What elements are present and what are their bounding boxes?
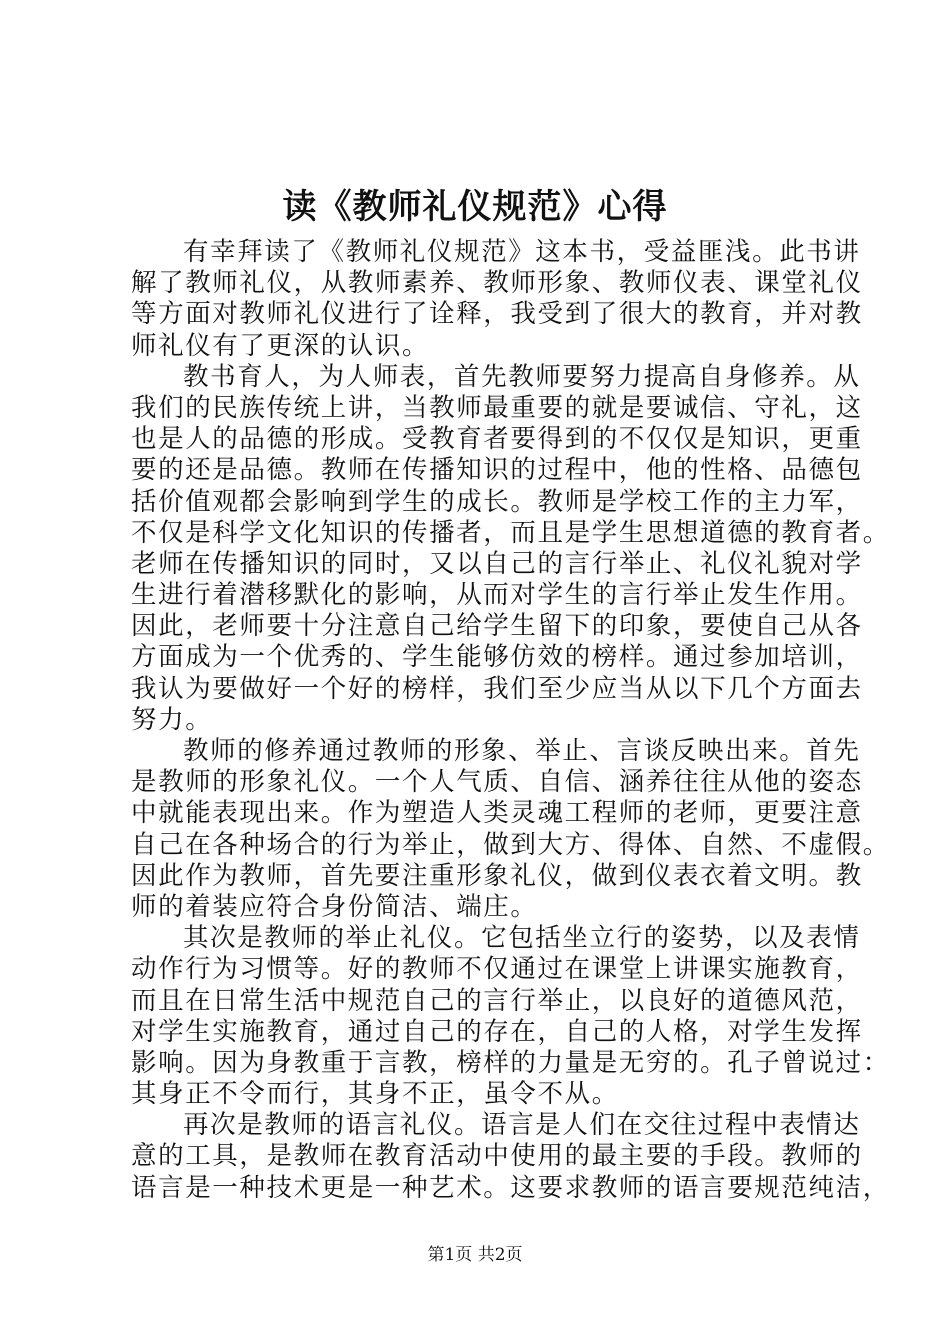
body-text-line: 努力。 bbox=[131, 704, 213, 735]
body-text-line: 师礼仪有了更深的认识。 bbox=[131, 330, 430, 361]
body-text-line: 因此，老师要十分注意自己给学生留下的印象，要使自己从各 bbox=[131, 611, 863, 642]
body-text-line: 自己在各种场合的行为举止，做到大方、得体、自然、不虚假。 bbox=[131, 829, 890, 860]
body-text-line: 我们的民族传统上讲，当教师最重要的就是要诚信、守礼，这 bbox=[131, 392, 863, 423]
body-text-line: 解了教师礼仪，从教师素养、教师形象、教师仪表、课堂礼仪 bbox=[131, 268, 863, 299]
body-text-line: 也是人的品德的形成。受教育者要得到的不仅仅是知识，更重 bbox=[131, 424, 863, 455]
body-text-line: 要的还是品德。教师在传播知识的过程中，他的性格、品德包 bbox=[131, 455, 863, 486]
body-text-line: 中就能表现出来。作为塑造人类灵魂工程师的老师，更要注意 bbox=[131, 798, 863, 829]
body-text-line: 语言是一种技术更是一种艺术。这要求教师的语言要规范纯洁， bbox=[131, 1172, 890, 1203]
body-text-line: 其身正不令而行，其身不正，虽令不从。 bbox=[131, 1079, 619, 1110]
body-text-line: 是教师的形象礼仪。一个人气质、自信、涵养往往从他的姿态 bbox=[131, 767, 863, 798]
body-text-line: 方面成为一个优秀的、学生能够仿效的榜样。通过参加培训， bbox=[131, 642, 863, 673]
body-text-line: 意的工具，是教师在教育活动中使用的最主要的手段。教师的 bbox=[131, 1141, 863, 1172]
body-text-line: 不仅是科学文化知识的传播者，而且是学生思想道德的教育者。 bbox=[131, 517, 890, 548]
page-number-footer: 第1页 共2页 bbox=[427, 1245, 523, 1265]
body-text-line: 影响。因为身教重于言教，榜样的力量是无穷的。孔子曾说过： bbox=[131, 1047, 890, 1078]
body-text-line: 括价值观都会影响到学生的成长。教师是学校工作的主力军， bbox=[131, 486, 863, 517]
document-body bbox=[131, 237, 890, 1204]
body-text-line: 老师在传播知识的同时，又以自己的言行举止、礼仪礼貌对学 bbox=[131, 548, 863, 579]
body-text-line: 再次是教师的语言礼仪。语言是人们在交往过程中表情达 bbox=[183, 1110, 861, 1141]
body-text-line: 动作行为习惯等。好的教师不仅通过在课堂上讲课实施教育， bbox=[131, 954, 863, 985]
body-text-line: 因此作为教师，首先要注重形象礼仪，做到仪表衣着文明。教 bbox=[131, 860, 863, 891]
body-text-line: 生进行着潜移默化的影响，从而对学生的言行举止发生作用。 bbox=[131, 580, 863, 611]
body-text-line: 而且在日常生活中规范自己的言行举止，以良好的道德风范， bbox=[131, 985, 863, 1016]
body-text-line: 对学生实施教育，通过自己的存在，自己的人格，对学生发挥 bbox=[131, 1016, 863, 1047]
body-text-line: 等方面对教师礼仪进行了诠释，我受到了很大的教育，并对教 bbox=[131, 299, 863, 330]
body-text-line: 师的着装应符合身份简洁、端庄。 bbox=[131, 891, 538, 922]
body-text-line: 我认为要做好一个好的榜样，我们至少应当从以下几个方面去 bbox=[131, 673, 863, 704]
body-text-line: 教书育人，为人师表，首先教师要努力提高自身修养。从 bbox=[183, 361, 861, 392]
page-title: 读《教师礼仪规范》心得 bbox=[282, 187, 668, 227]
body-text-line: 其次是教师的举止礼仪。它包括坐立行的姿势，以及表情 bbox=[183, 923, 861, 954]
body-text-line: 有幸拜读了《教师礼仪规范》这本书，受益匪浅。此书讲 bbox=[183, 237, 861, 267]
body-text-line: 教师的修养通过教师的形象、举止、言谈反映出来。首先 bbox=[183, 736, 861, 766]
